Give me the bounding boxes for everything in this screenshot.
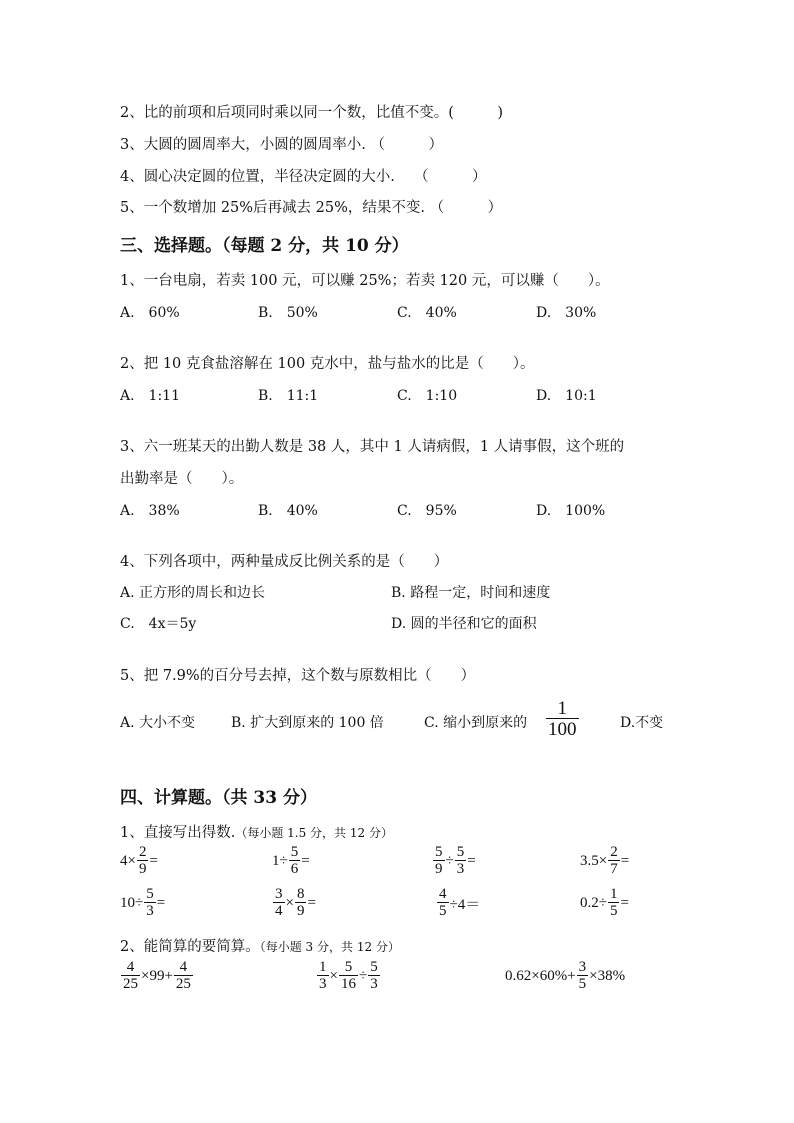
choice-q3-d: D. 100%: [536, 503, 606, 519]
choice-q5-c-fraction: $\frac{1}{100}$: [548, 698, 577, 740]
expr-3: $\frac{5}{9}$ ÷ $\frac{5}{3}$ =: [435, 844, 476, 877]
choice-q1-b: B. 50%: [258, 305, 318, 321]
choice-q5: 5、把 7.9%的百分号去掉，这个数与原数相比（ ）: [120, 668, 476, 684]
calc-part1-label: 1、直接写出得数.（每小题 1.5 分，共 12 分）: [120, 825, 393, 841]
judge-q5: 5、一个数增加 25%后再减去 25%，结果不变. （ ）: [120, 200, 503, 216]
choice-q3-c: C. 95%: [397, 503, 457, 519]
expr-5: 10÷ $\frac{5}{3}$ =: [120, 886, 166, 919]
choice-q2: 2、把 10 克食盐溶解在 100 克水中，盐与盐水的比是（ ）。: [120, 356, 535, 372]
section-choice-title: 三、选择题。（每题 2 分，共 10 分）: [120, 236, 409, 256]
choice-q2-d: D. 10:1: [536, 388, 597, 404]
choice-q3-b: B. 40%: [258, 503, 318, 519]
expr-8: 0.2÷ $\frac{1}{5}$ =: [580, 886, 629, 919]
expr-6: $\frac{3}{4}$ × $\frac{8}{9}$ =: [275, 886, 316, 919]
choice-q4-a: A. 正方形的周长和边长: [120, 585, 266, 601]
calc-part2-label: 2、能简算的要简算。（每小题 3 分，共 12 分）: [120, 939, 400, 955]
choice-q4-b: B. 路程一定，时间和速度: [391, 585, 551, 601]
simplify-1: $\frac{4}{25}$ ×99+ $\frac{4}{25}$: [123, 959, 191, 992]
judge-q3: 3、大圆的圆周率大，小圆的圆周率小. （ ）: [120, 137, 443, 153]
choice-q3-line2: 出勤率是（ ）。: [120, 471, 244, 487]
choice-q2-b: B. 11:1: [258, 388, 319, 404]
choice-q3-a: A. 38%: [120, 503, 180, 519]
section-calc-title: 四、计算题。（共 33 分）: [120, 788, 317, 808]
expr-7: $\frac{4}{5}$ ÷4＝: [439, 886, 481, 919]
expr-4: 3.5× $\frac{2}{7}$ =: [580, 844, 630, 877]
choice-q5-d: D.不变: [620, 715, 664, 731]
choice-q5-c: C. 缩小到原来的: [424, 715, 528, 731]
judge-q2: 2、比的前项和后项同时乘以同一个数，比值不变。( ): [120, 105, 504, 121]
choice-q5-b: B. 扩大到原来的 100 倍: [231, 715, 384, 731]
expr-2: 1÷ $\frac{5}{6}$ =: [272, 844, 310, 877]
choice-q5-a: A. 大小不变: [120, 715, 196, 731]
choice-q4-c: C. 4x＝5y: [120, 616, 197, 632]
choice-q4: 4、下列各项中，两种量成反比例关系的是（ ）: [120, 554, 449, 570]
choice-q1-d: D. 30%: [536, 305, 597, 321]
simplify-2: $\frac{1}{3}$ × $\frac{5}{16}$ ÷ $\frac{5}{3}$: [319, 959, 378, 992]
choice-q2-a: A. 1:11: [120, 388, 180, 404]
choice-q2-c: C. 1:10: [397, 388, 458, 404]
choice-q4-d: D. 圆的半径和它的面积: [391, 616, 537, 632]
choice-q1-c: C. 40%: [397, 305, 457, 321]
judge-q4: 4、圆心决定圆的位置，半径决定圆的大小. （ ）: [120, 169, 487, 185]
choice-q3-line1: 3、六一班某天的出勤人数是 38 人，其中 1 人请病假，1 人请事假，这个班的: [120, 439, 625, 455]
expr-1: 4× $\frac{2}{9}$ =: [120, 844, 158, 877]
simplify-3: 0.62×60%+ $\frac{3}{5}$ ×38%: [505, 959, 626, 992]
choice-q1-a: A. 60%: [120, 305, 180, 321]
choice-q1: 1、一台电扇，若卖 100 元，可以赚 25%；若卖 120 元，可以赚（ ）。: [120, 273, 610, 289]
